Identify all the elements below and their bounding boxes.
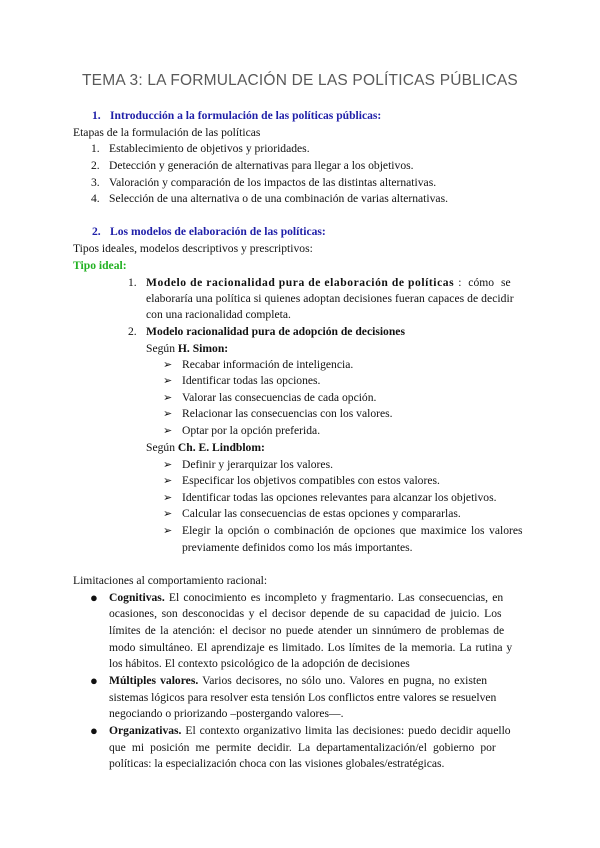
section-2-heading: Los modelos de elaboración de las políticas:: [110, 225, 326, 238]
section-1-number: 1.: [92, 109, 101, 122]
simon-heading: [146, 341, 228, 358]
multiples-label: Múltiples valores.: [109, 674, 199, 687]
model-1-title: Modelo de racionalidad pura de elaboración de políticas: [146, 276, 455, 289]
arrow-bullet-icon: ➢: [163, 459, 173, 471]
list-item: Detección y generación de alternativas para llegar a los objetivos.: [109, 159, 414, 172]
multiples-text: Varios decisores, no sólo uno. Valores en pugna, no existen: [198, 674, 488, 687]
multiples-line-1: [109, 673, 487, 690]
model-1-number: 1.: [128, 276, 137, 289]
lindblom-name: Ch. E. Lindblom:: [177, 441, 265, 454]
simon-item: Relacionar las consecuencias con los valores.: [182, 407, 393, 420]
list-number: 4.: [91, 192, 100, 205]
arrow-bullet-icon: ➢: [163, 492, 173, 504]
multiples-line-3: negociando o priorizando –postergando valores—.: [109, 707, 344, 720]
arrow-bullet-icon: ➢: [163, 392, 173, 404]
arrow-bullet-icon: ➢: [163, 425, 173, 437]
arrow-bullet-icon: ➢: [163, 475, 173, 487]
organizativas-text: El contexto organizativo limita las decisiones: puedo decidir aquello: [181, 724, 511, 737]
section-2-number: 2.: [92, 225, 101, 238]
simon-item: Recabar información de inteligencia.: [182, 358, 354, 371]
cognitivas-label: Cognitivas.: [109, 591, 165, 604]
model-1-line-1: [146, 275, 511, 292]
lindblom-prefix: Según: [146, 441, 178, 454]
simon-name: H. Simon:: [177, 342, 229, 355]
model-2-number: 2.: [128, 325, 137, 338]
arrow-bullet-icon: ➢: [163, 508, 173, 520]
lindblom-item: Calcular las consecuencias de estas opciones y compararlas.: [182, 507, 461, 520]
lindblom-item-continuation: previamente definidos como los más importantes.: [182, 541, 413, 554]
arrow-bullet-icon: ➢: [163, 375, 173, 387]
cognitivas-line-3: límites de la atención: el decisor no puede atender un sinnúmero de problemas de: [109, 624, 505, 637]
cognitivas-line-1: [109, 590, 503, 607]
organizativas-line-1: [109, 723, 511, 740]
tipo-ideal-label: Tipo ideal:: [73, 259, 127, 272]
bullet-icon: ●: [90, 723, 98, 738]
cognitivas-text: El conocimiento es incompleto y fragmentario. Las consecuencias, en: [164, 591, 504, 604]
list-item: Establecimiento de objetivos y prioridades.: [109, 142, 310, 155]
organizativas-line-3: políticas: la especialización choca con las visiones globales/estratégicas.: [109, 757, 445, 770]
page-title: TEMA 3: LA FORMULACIÓN DE LAS POLÍTICAS PÚBLICAS: [82, 72, 518, 89]
simon-item: Identificar todas las opciones.: [182, 374, 321, 387]
cognitivas-line-5: los hábitos. El contexto psicológico de la adopción de decisiones: [109, 657, 410, 670]
lindblom-item: Especificar los objetivos compatibles con estos valores.: [182, 474, 440, 487]
lindblom-heading: [146, 440, 265, 457]
simon-item: Optar por la opción preferida.: [182, 424, 321, 437]
section-1-intro: Etapas de la formulación de las políticas: [73, 126, 261, 139]
list-item: Selección de una alternativa o de una combinación de varias alternativas.: [109, 192, 448, 205]
cognitivas-line-4: modo simultáneo. El aprendizaje es limitado. Los límites de la memoria. La rutina y: [109, 641, 513, 654]
arrow-bullet-icon: ➢: [163, 359, 173, 371]
section-1-heading: Introducción a la formulación de las políticas públicas:: [110, 109, 382, 122]
lindblom-item: Definir y jerarquizar los valores.: [182, 458, 333, 471]
model-1-line-3: con una racionalidad completa.: [146, 308, 291, 321]
list-number: 1.: [91, 142, 100, 155]
lindblom-item: Identificar todas las opciones relevantes para alcanzar los objetivos.: [182, 491, 497, 504]
cognitivas-line-2: ocasiones, son desconocidas y el decisor depende de su capacidad de juicio. Los: [109, 607, 502, 620]
lindblom-item: Elegir la opción o combinación de opciones que maximice los valores: [182, 524, 523, 537]
arrow-bullet-icon: ➢: [163, 525, 173, 537]
simon-item: Valorar las consecuencias de cada opción.: [182, 391, 377, 404]
model-1-line-2: elaboraría una política si quienes adoptan decisiones fueran capaces de decidir: [146, 292, 514, 305]
list-item: Valoración y comparación de los impactos de las distintas alternativas.: [109, 176, 437, 189]
list-number: 3.: [91, 176, 100, 189]
organizativas-line-2: que mi posición me permite decidir. La departamentalización/el gobierno por: [109, 741, 496, 754]
bullet-icon: ●: [90, 673, 98, 688]
limitations-intro: Limitaciones al comportamiento racional:: [73, 574, 268, 587]
multiples-line-2: sistemas lógicos para resolver esta tensión Los conflictos entre valores se resuelven: [109, 691, 497, 704]
bullet-icon: ●: [90, 590, 98, 605]
list-number: 2.: [91, 159, 100, 172]
arrow-bullet-icon: ➢: [163, 408, 173, 420]
section-2-intro: Tipos ideales, modelos descriptivos y prescriptivos:: [73, 242, 313, 255]
model-2-title: Modelo racionalidad pura de adopción de decisiones: [146, 325, 405, 338]
model-1-rest: : cómo se: [458, 276, 511, 289]
simon-prefix: Según: [146, 342, 178, 355]
organizativas-label: Organizativas.: [109, 724, 182, 737]
